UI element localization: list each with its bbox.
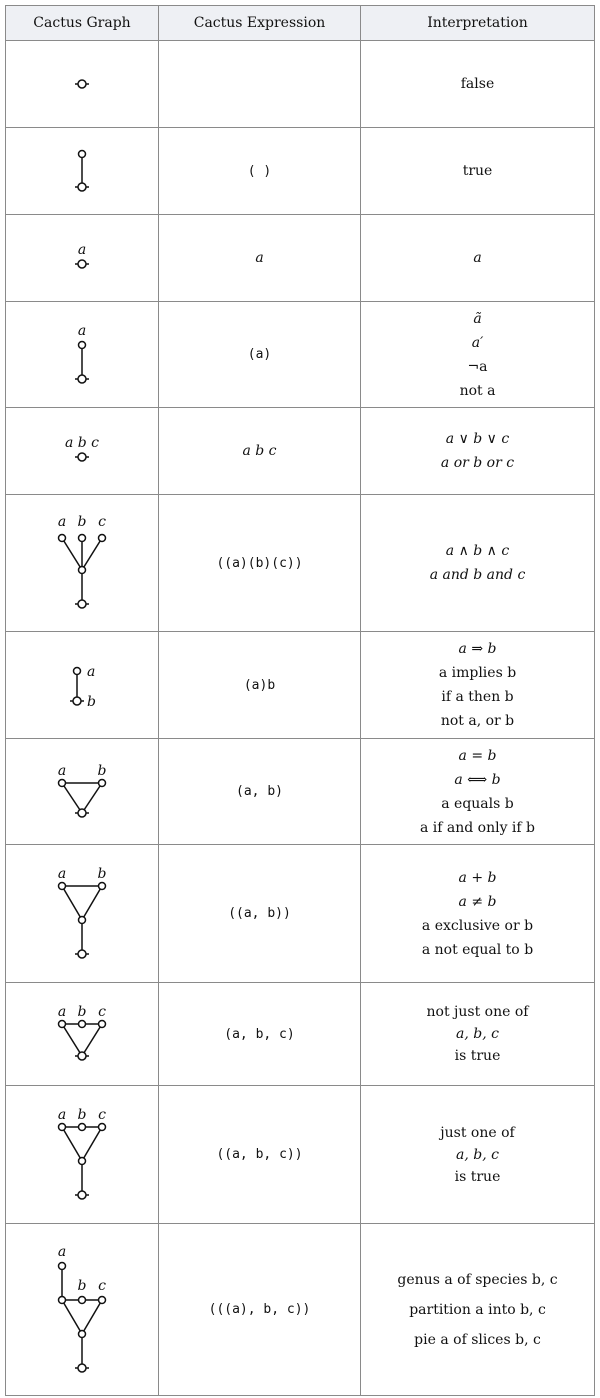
interp-line: false: [460, 76, 495, 92]
graph-and: [52, 514, 112, 612]
interp-line: a′: [471, 334, 484, 351]
interpretation: [361, 739, 595, 845]
interp-line: a ≠ b: [458, 893, 497, 910]
cactus-graph: [6, 128, 159, 215]
interp-line: a, b, c: [456, 1146, 499, 1163]
cactus-graph: [6, 495, 159, 632]
interp-line: a ⇒ b: [458, 641, 497, 657]
node-label: b: [87, 694, 96, 710]
node-label: a: [87, 664, 96, 680]
node-label: a: [77, 242, 87, 258]
table-row: [6, 408, 595, 495]
interpretation: [361, 983, 595, 1086]
cactus-graph: [6, 41, 159, 128]
cactus-expression: ((a, b, c)): [159, 1086, 361, 1224]
cactus-expression: (a, b, c): [159, 983, 361, 1086]
cactus-expression: ((a, b)): [159, 845, 361, 983]
interpretation: [361, 632, 595, 739]
interpretation: [361, 215, 595, 302]
cactus-expression: (((a), b, c)): [159, 1224, 361, 1396]
interpretation: [361, 128, 595, 215]
interp-line: a + b: [458, 869, 497, 886]
interp-line: a implies b: [438, 665, 517, 681]
interp-line: just one of: [440, 1124, 515, 1141]
graph-genus: [52, 1244, 112, 1376]
graph-xor: [52, 866, 112, 962]
graph-false: [62, 74, 102, 94]
cactus-graph: [6, 215, 159, 302]
table-row: [6, 128, 595, 215]
interp-line: a equals b: [441, 795, 514, 812]
interp-line: not a, or b: [440, 713, 515, 729]
interp-line: a ⟺ b: [454, 771, 501, 788]
interp-line: genus a of species b, c: [397, 1271, 558, 1288]
cactus-expression: ( ): [159, 128, 361, 215]
interp-line: a not equal to b: [421, 941, 534, 958]
cactus-graph: [6, 408, 159, 495]
node-label: b: [97, 762, 107, 779]
cactus-expression: a: [159, 215, 361, 302]
table-row: [6, 632, 595, 739]
interpretation: [361, 1086, 595, 1224]
graph-implies: [57, 661, 107, 709]
interpretation: [361, 1224, 595, 1396]
table-row: [6, 845, 595, 983]
node-label: b: [77, 1106, 87, 1123]
interp-line: a if and only if b: [419, 819, 536, 836]
header-row: [6, 6, 595, 41]
table-row: [6, 302, 595, 408]
interpretation: [361, 302, 595, 408]
interpretation: [361, 845, 595, 983]
graph-or: [57, 435, 107, 467]
interp-line: is true: [454, 1168, 501, 1185]
header-expression: Cactus Expression: [159, 6, 361, 41]
cactus-graph: [6, 1086, 159, 1224]
interp-line: a: [473, 250, 482, 266]
node-label: b: [97, 865, 107, 882]
table-row: [6, 1224, 595, 1396]
node-label: b: [77, 1277, 87, 1294]
cactus-graph: [6, 302, 159, 408]
interp-line: a ∧ b ∧ c: [445, 543, 510, 559]
cactus-graph: [6, 1224, 159, 1396]
node-label: c: [98, 514, 106, 530]
interpretation: [361, 495, 595, 632]
cactus-table: [5, 5, 595, 1396]
graph-not-a: [62, 323, 102, 387]
node-label: a: [57, 1106, 67, 1123]
graph-not-just-one: [52, 1004, 112, 1064]
graph-true: [62, 148, 102, 194]
interp-line: a or b or c: [440, 455, 515, 471]
interp-line: a ∨ b ∨ c: [445, 431, 510, 447]
cactus-expression: ((a)(b)(c)): [159, 495, 361, 632]
table-row: [6, 739, 595, 845]
table-row: [6, 41, 595, 128]
table-row: [6, 495, 595, 632]
node-label: a: [57, 865, 67, 882]
cactus-expression: [159, 41, 361, 128]
node-label: a: [77, 322, 87, 339]
graph-a: [62, 242, 102, 274]
node-label: b: [77, 514, 87, 530]
cactus-graph: [6, 739, 159, 845]
graph-equals: [52, 763, 112, 821]
interp-line: a and b and c: [429, 567, 526, 583]
interp-line: partition a into b, c: [409, 1301, 546, 1318]
interp-line: a, b, c: [456, 1026, 499, 1042]
header-interpretation: Interpretation: [361, 6, 595, 41]
interp-line: ã: [473, 310, 482, 327]
node-label: a: [57, 762, 67, 779]
interp-line: ¬a: [467, 358, 488, 375]
table-row: [6, 215, 595, 302]
interp-line: not just one of: [426, 1004, 529, 1020]
node-label: a: [57, 1004, 67, 1020]
node-label: a b c: [64, 435, 100, 451]
interpretation: [361, 41, 595, 128]
interp-line: if a then b: [441, 689, 514, 705]
cactus-expression: (a, b): [159, 739, 361, 845]
cactus-graph: [6, 845, 159, 983]
graph-just-one: [52, 1107, 112, 1203]
header-graph: Cactus Graph: [6, 6, 159, 41]
interp-line: a exclusive or b: [421, 917, 534, 934]
interp-line: is true: [454, 1048, 501, 1064]
cactus-graph: [6, 983, 159, 1086]
cactus-expression: (a): [159, 302, 361, 408]
interpretation: [361, 408, 595, 495]
interp-line: pie a of slices b, c: [414, 1331, 541, 1348]
node-label: b: [77, 1004, 87, 1020]
node-label: a: [57, 1243, 67, 1260]
interp-line: true: [462, 163, 493, 179]
node-label: a: [57, 514, 67, 530]
cactus-expression: (a)b: [159, 632, 361, 739]
interp-line: not a: [459, 382, 496, 399]
interp-line: a = b: [458, 747, 497, 764]
table-row: [6, 1086, 595, 1224]
cactus-expression: a b c: [159, 408, 361, 495]
table-row: [6, 983, 595, 1086]
node-label: c: [98, 1004, 106, 1020]
node-label: c: [98, 1106, 106, 1123]
node-label: c: [98, 1277, 106, 1294]
cactus-graph: [6, 632, 159, 739]
